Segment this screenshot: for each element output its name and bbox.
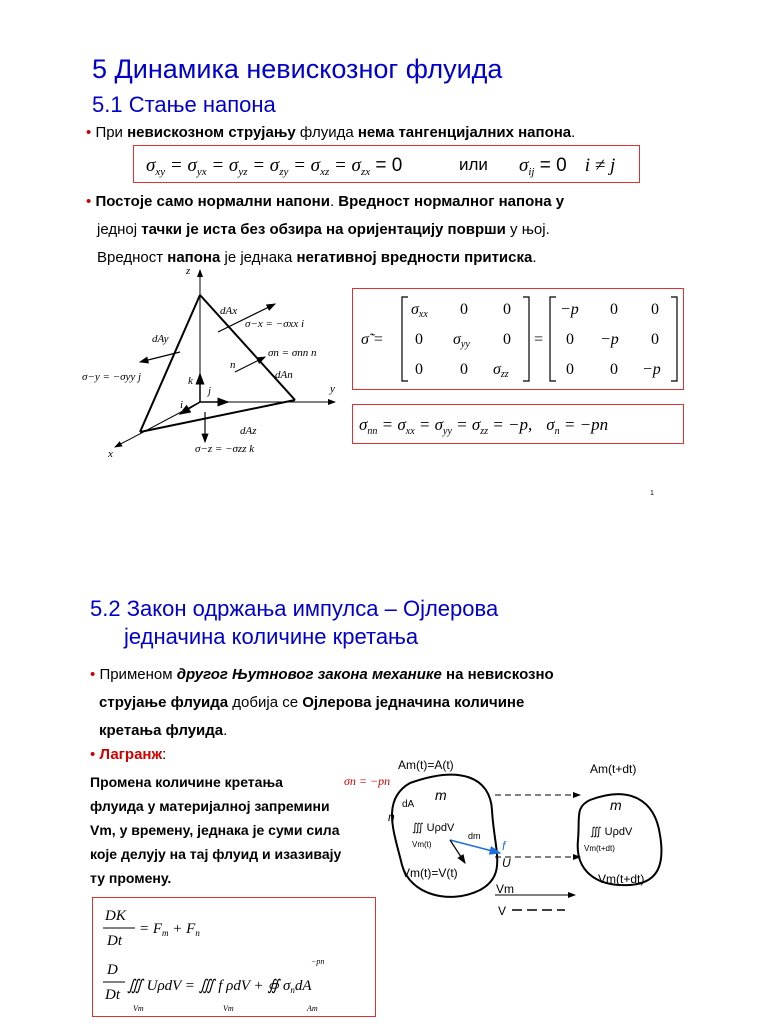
equation-shear-stress	[134, 146, 639, 182]
text-line: флуида у материјалној запремини	[90, 798, 330, 814]
text-bold: тачки је иста без обзира на оријентацију површи	[141, 221, 506, 238]
svg-text:= Fm + Fn: = $F_m + F_n$	[139, 921, 200, 938]
text-bold: негативној вредности притиска	[296, 249, 533, 266]
svg-text:0: 0	[415, 361, 423, 378]
svg-text:σxy = σyx = σyz = σzy = σxz =: $\sigma_{xy} = \sigma_{yx} = \sigma_{yz} = \sigma_{zy} = \sigma_{xz} = \sigma_{zx} = 0$	[146, 155, 403, 178]
section-title-momentum: 5.2 Закон одржања импулса – Ојлерова	[90, 596, 499, 621]
svg-text:0: 0	[566, 361, 574, 378]
label-dAy: dAy	[152, 333, 169, 345]
svg-text:Vm: Vm	[133, 1004, 144, 1013]
svg-text:0: 0	[415, 331, 423, 348]
svg-text:−pn: −pn	[311, 957, 325, 966]
label-i: i	[180, 399, 184, 411]
momentum-equation-box	[92, 897, 376, 1017]
text-bold: нема тангенцијалних напона	[357, 124, 572, 141]
svg-text:σnn = σxx = σyy = σzz = −p,σn: $\sigma_{nn} = \sigma_{xx} = \sigma_{yy} = \sigma_{zz} = -p$, $\sigma_n = -pn$	[359, 415, 609, 437]
text-bold: напона	[167, 249, 221, 266]
svg-text:0: 0	[503, 301, 511, 318]
svg-text:σ̃ =: σ̃ =	[361, 331, 384, 348]
label-sigma-n-pn: σn = −pn	[344, 774, 391, 788]
axis-z-label: z	[186, 265, 191, 277]
stress-matrix-box	[352, 288, 684, 390]
svg-text:0: 0	[651, 301, 659, 318]
svg-text:0: 0	[460, 301, 468, 318]
label-dm: dm	[468, 831, 481, 841]
text: .	[571, 124, 576, 141]
bullet-newton	[90, 661, 690, 745]
text: Вредност	[97, 249, 168, 266]
stress-tetrahedron-diagram	[80, 262, 370, 467]
label-am-t: Am(t)=A(t)	[398, 758, 454, 772]
svg-text:0: 0	[503, 331, 511, 348]
label-dAx: dAx	[220, 305, 238, 317]
label-am-tdt: Am(t+dt)	[590, 762, 637, 776]
label-dA: dA	[402, 799, 415, 810]
label-k: k	[188, 375, 193, 387]
text-bold: невискозном струјању	[127, 124, 296, 141]
text: у њој.	[505, 221, 550, 238]
label-sigma-y: σ−y = −σyy j	[82, 371, 142, 383]
svg-text:σxx: σxx	[411, 301, 428, 320]
svg-text:Dt: Dt	[107, 933, 122, 949]
svg-text:∭ UρdV = ∭ f ρdV + ∯ σndA: ∭ UρdV = ∭ f ρdV + ∯ $\sigma_ndA$	[127, 978, 312, 995]
text: :	[162, 746, 167, 763]
text-bold: кретања флуида	[99, 722, 224, 739]
text: Применом	[99, 666, 177, 683]
or-word: или	[459, 155, 488, 174]
text-bold: струјање флуида	[99, 694, 229, 711]
equation-box-shear	[133, 145, 640, 183]
stress-tensor-equation	[353, 289, 683, 389]
text: је једнака	[220, 249, 297, 266]
svg-text:Dt: Dt	[105, 987, 120, 1003]
text-line: Vm, у времену, једнака је суми сила	[90, 822, 340, 838]
text-bold: на невискозно	[441, 666, 554, 683]
text-bold: Вредност нормалног напона у	[338, 193, 565, 210]
section-title-momentum-line2: једначина количине кретања	[124, 624, 419, 649]
bullet-dot: •	[86, 193, 92, 210]
text: једној	[97, 221, 142, 238]
label-sigma-n: σn = σnn n	[268, 347, 317, 359]
label-f: f	[502, 839, 506, 853]
integral-1: ∭ UρdV	[412, 822, 455, 834]
text: флуида	[295, 124, 358, 141]
label-n-vector: n	[388, 810, 395, 824]
label-mass-2: m	[610, 797, 622, 813]
page-number: 1	[650, 490, 654, 497]
text: .	[223, 722, 228, 739]
text-line: Промена количине кретања	[90, 774, 283, 790]
text: При	[95, 124, 128, 141]
text-line: које делују на тај флуид и изазивају	[90, 846, 342, 862]
text-line: ту промену.	[90, 870, 172, 886]
svg-text:σij = 0i ≠ j: $\sigma_{ij} = 0$ i ≠ j	[519, 155, 616, 178]
text-bold: Постоје само нормални напони	[95, 193, 330, 210]
text: добија се	[228, 694, 303, 711]
axis-y-label: y	[330, 383, 335, 395]
integral-1-sub: Vm(t)	[412, 840, 432, 849]
lagrange-statement	[90, 770, 380, 890]
label-j: j	[208, 385, 212, 397]
momentum-equation	[93, 898, 375, 1016]
svg-text:0: 0	[610, 361, 618, 378]
svg-text:−p: −p	[642, 361, 661, 378]
label-vm: Vm	[496, 882, 514, 896]
bullet-normal-stress	[86, 188, 686, 272]
label-n: n	[230, 359, 236, 371]
bullet-inviscid	[86, 119, 575, 147]
label-sigma-x: σ−x = −σxx i	[245, 318, 305, 330]
page-title: 5 Динамика невискозног флуида	[92, 54, 503, 84]
lagrange-heading	[90, 746, 166, 763]
label-vm-t: Vm(t)=V(t)	[402, 866, 458, 880]
svg-text:D: D	[107, 962, 118, 978]
svg-text:−p: −p	[600, 331, 619, 348]
normal-stress-equation	[353, 405, 683, 443]
svg-text:−p: −p	[560, 301, 579, 318]
integral-2: ∭ UρdV	[590, 826, 633, 838]
normal-stress-equation-box	[352, 404, 684, 444]
svg-text:σyy: σyy	[453, 331, 470, 350]
material-volume-diagram	[340, 755, 680, 925]
svg-text:0: 0	[460, 361, 468, 378]
lagrange-label: Лагранж	[99, 746, 163, 763]
bullet-dot: •	[86, 124, 92, 141]
label-U: U	[502, 856, 511, 870]
bullet-dot: •	[90, 666, 96, 683]
section-subtitle: 5.1 Стање напона	[92, 92, 276, 117]
label-mass-1: m	[435, 787, 447, 803]
label-v: V	[498, 904, 507, 918]
svg-text:=: =	[534, 331, 544, 348]
label-dAn: dAn	[275, 369, 293, 381]
svg-text:σzz: σzz	[493, 361, 509, 380]
text: .	[532, 249, 537, 266]
bullet-dot: •	[90, 746, 96, 763]
label-dAz: dAz	[240, 425, 257, 437]
label-sigma-z: σ−z = −σzz k	[195, 443, 255, 455]
svg-text:0: 0	[610, 301, 618, 318]
text: .	[329, 193, 339, 210]
svg-text:0: 0	[651, 331, 659, 348]
svg-text:Am: Am	[307, 1004, 318, 1013]
text-bold: Ојлерова једначина количине	[302, 694, 525, 711]
integral-2-sub: Vm(t+dt)	[584, 844, 615, 853]
svg-text:0: 0	[566, 331, 574, 348]
label-vm-tdt: Vm(t+dt)	[598, 872, 645, 886]
text-bold-italic: другог Њутновог закона механике	[176, 666, 442, 683]
axis-x-label: x	[108, 448, 113, 460]
svg-text:DK: DK	[105, 908, 126, 924]
svg-text:Vm: Vm	[223, 1004, 234, 1013]
